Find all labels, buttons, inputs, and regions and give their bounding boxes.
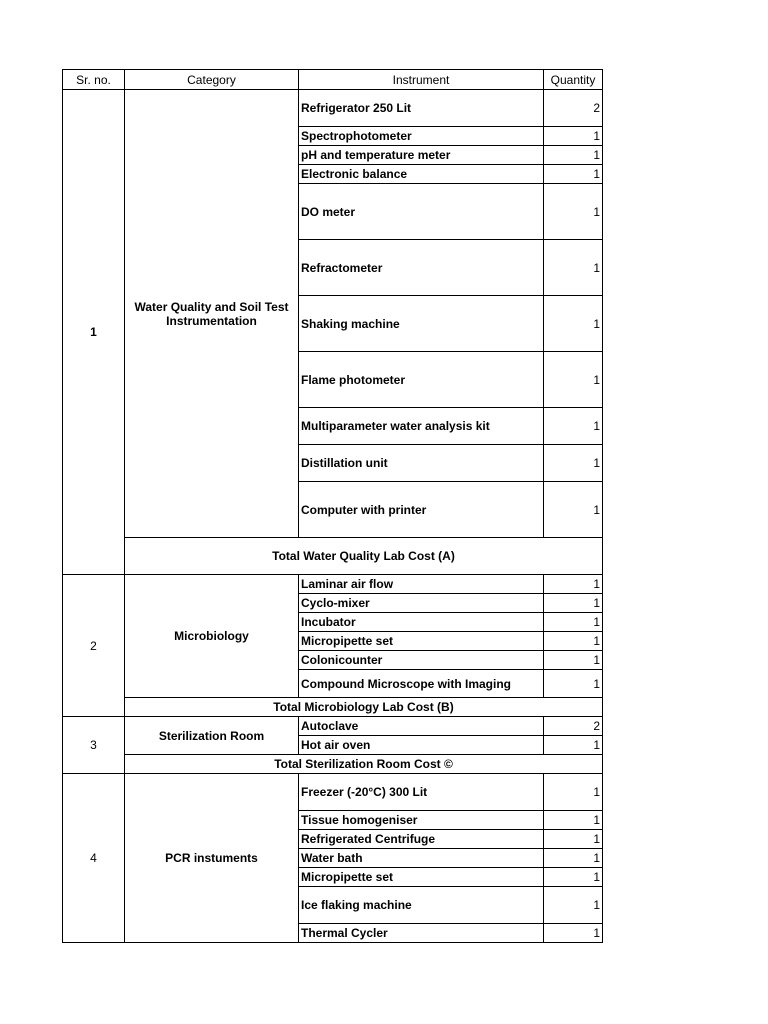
instrument-cell: Computer with printer xyxy=(299,482,544,538)
quantity-cell: 1 xyxy=(544,670,603,698)
instrument-cell: Water bath xyxy=(299,849,544,868)
instrument-cell: Incubator xyxy=(299,613,544,632)
header-category: Category xyxy=(125,70,299,90)
quantity-cell: 1 xyxy=(544,146,603,165)
quantity-cell: 2 xyxy=(544,90,603,127)
total-cell: Total Microbiology Lab Cost (B) xyxy=(125,698,603,717)
instrument-cell: Distillation unit xyxy=(299,445,544,482)
sr-no-cell: 4 xyxy=(63,774,125,943)
instrument-cell: Thermal Cycler xyxy=(299,924,544,943)
instrument-cell: Freezer (-20°C) 300 Lit xyxy=(299,774,544,811)
quantity-cell: 1 xyxy=(544,165,603,184)
quantity-cell: 1 xyxy=(544,811,603,830)
sr-no-cell: 3 xyxy=(63,717,125,774)
instrument-cell: DO meter xyxy=(299,184,544,240)
instrument-cell: Refrigerated Centrifuge xyxy=(299,830,544,849)
total-row xyxy=(63,755,603,774)
instrument-cell: pH and temperature meter xyxy=(299,146,544,165)
quantity-cell: 1 xyxy=(544,651,603,670)
header-sr-no: Sr. no. xyxy=(63,70,125,90)
instrument-cell: Micropipette set xyxy=(299,632,544,651)
sr-no-cell: 2 xyxy=(63,575,125,717)
quantity-cell: 1 xyxy=(544,849,603,868)
instrument-cell: Ice flaking machine xyxy=(299,887,544,924)
instrument-cell: Cyclo-mixer xyxy=(299,594,544,613)
category-cell: PCR instuments xyxy=(125,774,299,943)
total-cell: Total Sterilization Room Cost © xyxy=(125,755,603,774)
quantity-cell: 1 xyxy=(544,632,603,651)
quantity-cell: 1 xyxy=(544,482,603,538)
total-cell: Total Water Quality Lab Cost (A) xyxy=(125,538,603,575)
quantity-cell: 1 xyxy=(544,408,603,445)
quantity-cell: 1 xyxy=(544,887,603,924)
category-cell: Microbiology xyxy=(125,575,299,698)
header-row xyxy=(63,70,603,90)
instrument-cell: Hot air oven xyxy=(299,736,544,755)
header-quantity: Quantity xyxy=(544,70,603,90)
sr-no-cell: 1 xyxy=(63,90,125,575)
instrument-cell: Refrigerator 250 Lit xyxy=(299,90,544,127)
instrument-cell: Spectrophotometer xyxy=(299,127,544,146)
total-row xyxy=(63,538,603,575)
quantity-cell: 1 xyxy=(544,127,603,146)
table-row xyxy=(63,717,603,736)
table-row xyxy=(63,774,603,811)
equipment-table xyxy=(62,69,603,943)
quantity-cell: 1 xyxy=(544,613,603,632)
quantity-cell: 1 xyxy=(544,352,603,408)
table-row xyxy=(63,575,603,594)
quantity-cell: 2 xyxy=(544,717,603,736)
instrument-cell: Tissue homogeniser xyxy=(299,811,544,830)
instrument-cell: Flame photometer xyxy=(299,352,544,408)
instrument-cell: Autoclave xyxy=(299,717,544,736)
category-cell: Water Quality and Soil Test Instrumentation xyxy=(125,90,299,538)
quantity-cell: 1 xyxy=(544,594,603,613)
quantity-cell: 1 xyxy=(544,736,603,755)
quantity-cell: 1 xyxy=(544,868,603,887)
quantity-cell: 1 xyxy=(544,774,603,811)
instrument-cell: Multiparameter water analysis kit xyxy=(299,408,544,445)
instrument-cell: Micropipette set xyxy=(299,868,544,887)
header-instrument: Instrument xyxy=(299,70,544,90)
quantity-cell: 1 xyxy=(544,445,603,482)
instrument-cell: Refractometer xyxy=(299,240,544,296)
quantity-cell: 1 xyxy=(544,296,603,352)
instrument-cell: Laminar air flow xyxy=(299,575,544,594)
quantity-cell: 1 xyxy=(544,830,603,849)
category-cell: Sterilization Room xyxy=(125,717,299,755)
instrument-cell: Colonicounter xyxy=(299,651,544,670)
quantity-cell: 1 xyxy=(544,924,603,943)
quantity-cell: 1 xyxy=(544,240,603,296)
instrument-cell: Shaking machine xyxy=(299,296,544,352)
quantity-cell: 1 xyxy=(544,575,603,594)
instrument-cell: Compound Microscope with Imaging xyxy=(299,670,544,698)
quantity-cell: 1 xyxy=(544,184,603,240)
table-row xyxy=(63,90,603,127)
instrument-cell: Electronic balance xyxy=(299,165,544,184)
total-row xyxy=(63,698,603,717)
